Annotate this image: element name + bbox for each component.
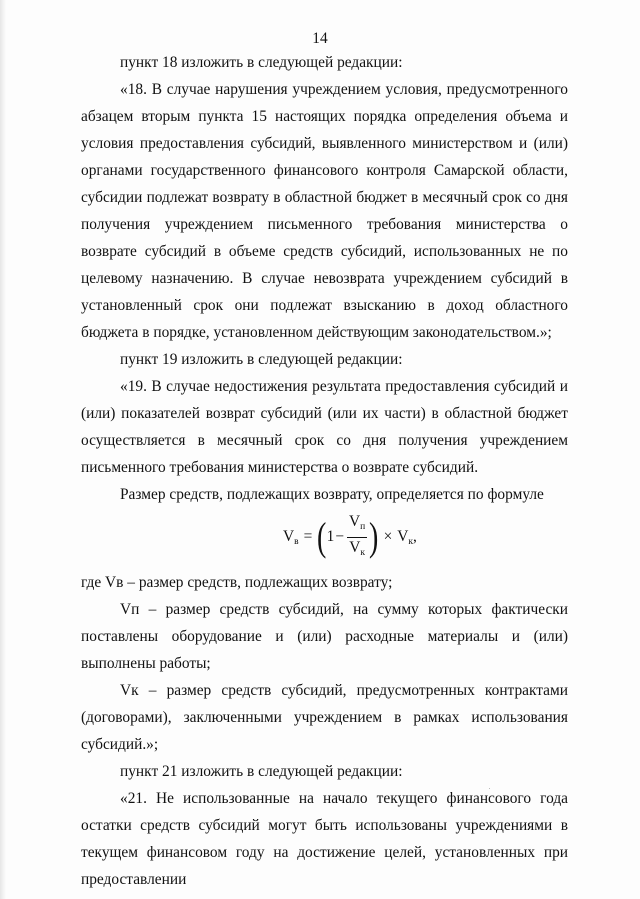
formula-equals: = — [303, 528, 313, 545]
formula-num-var: V — [349, 512, 361, 530]
paragraph: Vп – размер средств субсидий, на сумму которых фактически поставлены оборудование и (или) расходные материалы и (или) выполнены работы; — [81, 601, 568, 672]
formula-left-paren: ( — [317, 514, 327, 559]
formula-times: × — [383, 528, 393, 545]
formula-fraction — [347, 513, 367, 562]
page-number: 14 — [312, 30, 328, 47]
formula-comma: , — [413, 528, 417, 545]
document-body — [81, 49, 568, 893]
formula-den-sub: к — [360, 547, 366, 558]
formula-rhs-sub: к — [408, 536, 414, 547]
formula-numerator — [347, 513, 367, 538]
formula-lhs — [283, 528, 299, 547]
formula-minus: − — [335, 528, 345, 545]
paragraph: где Vв – размер средств, подлежащих возврату; — [81, 574, 393, 591]
paragraph: пункт 18 изложить в следующей редакции: — [120, 54, 403, 71]
paragraph: пункт 21 изложить в следующей редакции: — [120, 763, 403, 780]
formula-rhs — [397, 528, 413, 547]
paragraph: «21. Не использованные на начало текущего финансового года остатки средств субсидий могут быть использованы учреждениями в текущем финансовом году на достижение целей, установленных при предоставлении — [81, 790, 568, 888]
paragraph: «19. В случае недостижения результата предоставления субсидий и (или) показателей возврат субсидий (или их части) в областной бюджет осуществляется в месячный срок со дня получения учреждением письменного требования министерства о возврате субсидий. — [81, 378, 568, 476]
paragraph: Vк – размер средств субсидий, предусмотренных контрактами (договорами), заключенными учреждением в рамках использования субсидий.»; — [81, 682, 568, 753]
formula-denominator — [347, 538, 367, 562]
formula-lhs-sub: в — [294, 536, 299, 547]
scan-speck — [489, 788, 490, 789]
text-block-before-formula — [81, 49, 568, 508]
paragraph: пункт 19 изложить в следующей редакции: — [120, 351, 403, 368]
text-block-after-formula — [81, 569, 568, 893]
formula-num-sub: п — [360, 521, 366, 532]
formula-one: 1 — [326, 528, 335, 545]
scan-edge-shadow — [0, 0, 6, 899]
paragraph: «18. В случае нарушения учреждением условия, предусмотренного абзацем вторым пункта 15 настоящих порядка определения объема и условия предоставления субсидий, выявленного министерством и (или) органами государственного финансового контроля Самарской области, субсидии подлежат возврату в областной бюджет в месячный срок со дня получения учреждением письменного требования министерства о возврате субсидий в объеме средств субсидий, использованных не по целевому назначению. В случае невозврата учреждением субсидий в установленный срок они подлежат взысканию в доход областного бюджета в порядке, установленном действующим законодательством.»; — [81, 81, 568, 341]
formula-lhs-var: V — [283, 527, 295, 545]
refund-formula — [283, 512, 417, 562]
formula-rhs-var: V — [397, 527, 409, 545]
formula-row — [81, 510, 568, 564]
paragraph: Размер средств, подлежащих возврату, определяется по формуле — [120, 486, 544, 503]
formula-den-var: V — [349, 538, 361, 556]
formula-right-paren: ) — [369, 514, 379, 559]
